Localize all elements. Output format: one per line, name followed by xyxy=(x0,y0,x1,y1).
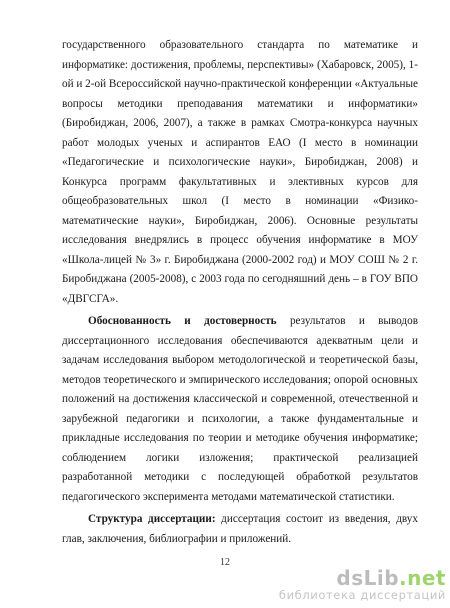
paragraph-validity xyxy=(62,312,418,507)
validity-text: результатов и выводов диссертационного исследования обеспечиваются адекватным цели и задачам исследования выбором методологической и теоретической базы, методов теоретического и эмпирического исследования; опорой основных положений на достижения классической и современной, отечественной и зарубежной педагогики и психологии, а также фундаментальные и прикладные исследования по теории и методике обучения информатике; соблюдением логики изложения; практической реализацией разработанной методики с последующей обработкой результатов педагогического эксперимента методами математической статистики. xyxy=(62,315,418,503)
validity-heading: Обоснованность и достоверность xyxy=(88,315,277,327)
body-text xyxy=(62,36,418,549)
paragraph-approbation: государственного образовательного стандарта по математике и информатике: достижения, проблемы, перспективы» (Хабаровск, 2005), 1-ой и 2-ой Всероссийской научно-практической конференции «Актуальные вопросы методики преподавания математики и информатики» (Биробиджан, 2006, 2007), а также в рамках Смотра-конкурса научных работ молодых ученых и аспирантов ЕАО (I место в номинации «Педагогические и психологические науки», Биробиджан, 2008) и Конкурса программ факультативных и элективных курсов для общеобразовательных школ (I место в номинации «Физико-математические науки», Биробиджан, 2006). Основные результаты исследования внедрялись в процесс обучения информатике в МОУ «Школа-лицей № 3» г. Биробиджана (2000-2002 год) и МОУ СОШ № 2 г. Биробиджана (2005-2008), с 2003 года по сегодняшний день – в ГОУ ВПО «ДВГСГА». xyxy=(62,39,419,305)
structure-text: диссертация состоит из введения, двух глав, заключения, библиографии и приложений. xyxy=(62,513,418,545)
watermark-brand: dsLib xyxy=(336,566,400,590)
structure-heading: Структура диссертации: xyxy=(88,513,216,525)
watermark-tagline: библиотека диссертаций xyxy=(278,588,446,602)
paragraph-structure xyxy=(62,510,418,549)
watermark-logo xyxy=(276,566,446,590)
page-number: 12 xyxy=(220,557,230,568)
dslib-watermark xyxy=(276,566,446,604)
watermark-domain: .net xyxy=(399,566,446,590)
